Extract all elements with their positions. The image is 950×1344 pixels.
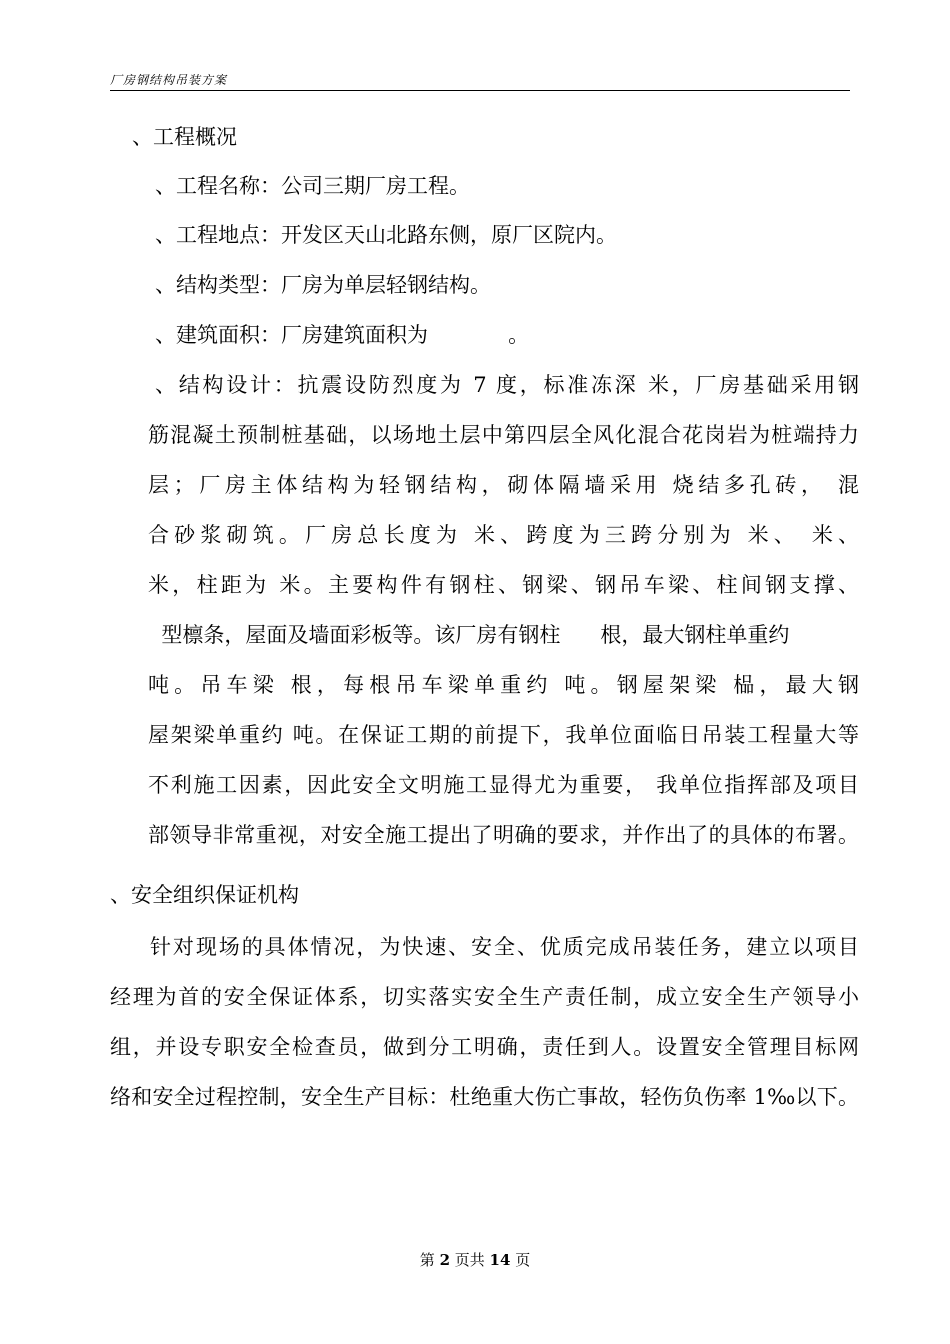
paragraph-line: 部领导非常重视，对安全施工提出了明确的要求，并作出了的具体的布署。: [148, 823, 859, 847]
paragraph-line: 不利施工因素，因此安全文明施工显得尤为重要， 我单位指挥部及项目: [148, 773, 859, 797]
footer-prefix: 第: [419, 1251, 440, 1269]
structure-type-line: 、结构类型：厂房为单层轻钢结构。: [155, 273, 491, 297]
paragraph-line: 合砂浆砌筑。厂房总长度为 米、跨度为三跨分别为 米、 米、: [148, 523, 859, 547]
project-name-line: 、工程名称：公司三期厂房工程。: [155, 174, 470, 198]
footer-middle: 页共: [450, 1251, 490, 1269]
paragraph-line: 针对现场的具体情况，为快速、安全、优质完成吊装任务，建立以项目: [150, 935, 859, 959]
section-heading-overview: 、工程概况: [132, 125, 237, 149]
paragraph-line: 组，并设专职安全检查员，做到分工明确，责任到人。设置安全管理目标网: [110, 1035, 859, 1059]
section-heading-safety-organization: 、安全组织保证机构: [110, 883, 299, 907]
project-location-line: 、工程地点：开发区天山北路东侧，原厂区院内。: [155, 223, 617, 247]
paragraph-line: 吨。吊车梁 根，每根吊车梁单重约 吨。钢屋架梁 榀，最大钢: [148, 673, 859, 697]
paragraph-line: 型檩条，屋面及墙面彩板等。该厂房有钢柱 根，最大钢柱单重约: [148, 623, 790, 647]
paragraph-line: 层；厂房主体结构为轻钢结构，砌体隔墙采用 烧结多孔砖， 混: [148, 473, 859, 497]
footer-page-number: 2: [439, 1251, 450, 1269]
structure-design-line: 、结构设计：抗震设防烈度为 7 度，标准冻深 米，厂房基础采用钢: [155, 373, 859, 397]
paragraph-line: 筋混凝土预制桩基础，以场地土层中第四层全风化混合花岗岩为桩端持力: [148, 423, 859, 447]
building-area-line: 、建筑面积：厂房建筑面积为 。: [155, 323, 530, 347]
paragraph-line: 屋架梁单重约 吨。在保证工期的前提下，我单位面临日吊装工程量大等: [148, 723, 859, 747]
paragraph-line: 络和安全过程控制，安全生产目标：杜绝重大伤亡事故，轻伤负伤率 1‰以下。: [110, 1085, 859, 1109]
footer-suffix: 页: [510, 1251, 531, 1269]
header-rule: [110, 90, 850, 91]
page-footer: [0, 1249, 950, 1270]
document-header-title: 厂房钢结构吊装方案: [110, 73, 228, 87]
paragraph-line: 经理为首的安全保证体系，切实落实安全生产责任制，成立安全生产领导小: [110, 985, 859, 1009]
paragraph-line: 米，柱距为 米。主要构件有钢柱、钢梁、钢吊车梁、柱间钢支撑、: [148, 573, 859, 597]
footer-total-pages: 14: [489, 1251, 511, 1269]
